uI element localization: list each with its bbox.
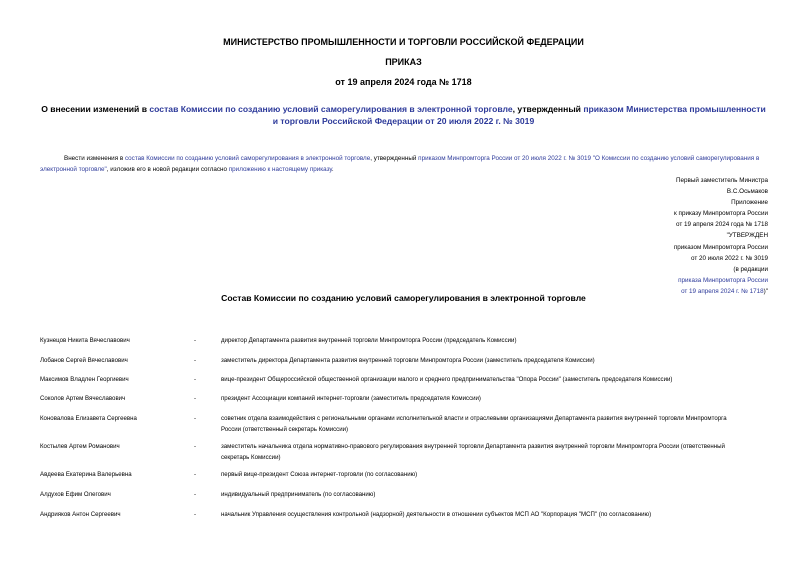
member-dash: - <box>194 376 197 383</box>
member-role: индивидуальный предприниматель (по согласованию) <box>221 491 376 498</box>
title-text-1: О внесении изменений в <box>41 104 150 114</box>
member-dash: - <box>194 395 197 402</box>
appendix-close: )" <box>763 287 768 295</box>
doc-date-number: от 19 апреля 2024 года № 1718 <box>335 77 472 87</box>
member-name: Алдухов Ефим Олегович <box>40 491 111 498</box>
document-title <box>40 103 767 127</box>
member-role: начальник Управления осуществления контрольной (надзорной) деятельности в отношении субъектов МСП АО "Корпорация "МСП" (по согласованию) <box>221 511 652 518</box>
para-text-3: , изложив его в новой редакции согласно <box>106 165 229 173</box>
signature-block <box>674 175 768 297</box>
appendix-link-line-1[interactable]: приказа Минпромторга России <box>678 276 768 284</box>
member-role: директор Департамента развития внутренней торговли Минпромторга России (председатель Комиссии) <box>221 337 517 344</box>
member-name: Андрияков Антон Сергеевич <box>40 511 121 518</box>
member-role: президент Ассоциации компаний интернет-торговли (заместитель председателя Комиссии) <box>221 395 481 402</box>
member-name: Соколов Артем Вячеславович <box>40 395 126 402</box>
member-role: заместитель директора Департамента развития внутренней торговли Минпромторга России (заместитель председателя Комиссии) <box>221 357 595 364</box>
member-name: Коновалова Елизавета Сергеевна <box>40 415 137 422</box>
member-name: Костылев Артем Романович <box>40 443 120 450</box>
para-link-order[interactable]: приказом Минпромторга России от 20 июля 2022 г. № 3019 "О Комиссии по созданию условий саморегулирования в электронной торговле" <box>40 155 760 173</box>
signature-name: В.С.Осьмаков <box>726 188 768 196</box>
title-link-commission[interactable]: состав Комиссии по созданию условий саморегулирования в электронной торговле <box>149 104 513 114</box>
para-link-composition[interactable]: состав Комиссии по созданию условий саморегулирования в электронной торговле <box>124 155 371 162</box>
member-dash: - <box>194 443 197 450</box>
member-dash: - <box>194 471 197 478</box>
signature-position: Первый заместитель Министра <box>675 177 768 184</box>
member-dash: - <box>194 511 197 518</box>
order-paragraph <box>40 154 770 175</box>
member-name: Лобанов Сергей Вячеславович <box>40 357 128 364</box>
member-role: советник отдела взаимодействия с региональными органами исполнительной власти и отраслевыми организациями Департамента развития внутренней торговли Минпромторга России (ответственный секретарь Комиссии) <box>221 415 727 433</box>
member-name: Кузнецов Никита Вячеславович <box>40 337 130 344</box>
title-text-2: , утвержденный <box>512 104 584 114</box>
composition-title: Состав Комиссии по созданию условий саморегулирования в электронной торговле <box>221 293 586 303</box>
appendix-line-2: от 19 апреля 2024 года № 1718 <box>675 221 768 229</box>
title-link-order[interactable]: приказом Министерства промышленности и торговли Российской Федерации от 20 июля 2022 г. № 3019 <box>272 104 766 126</box>
appendix-line-1: к приказу Минпромторга России <box>674 210 768 218</box>
member-dash: - <box>194 337 197 344</box>
para-text-2: , утвержденный <box>370 155 419 162</box>
appendix-link-line-2[interactable]: от 19 апреля 2024 г. № 1718 <box>681 287 764 295</box>
member-name: Авдеева Екатерина Валерьевна <box>40 471 132 478</box>
approved-label: "УТВЕРЖДЕН <box>726 232 768 240</box>
member-dash: - <box>194 415 197 422</box>
member-dash: - <box>194 357 197 364</box>
member-role: вице-президент Общероссийской общественной организации малого и среднего предпринимательства "Опора России" (заместитель председателя Комиссии) <box>221 376 673 383</box>
ministry-heading: МИНИСТЕРСТВО ПРОМЫШЛЕННОСТИ И ТОРГОВЛИ РОССИЙСКОЙ ФЕДЕРАЦИИ <box>223 37 584 47</box>
para-text-1: Внести изменения в <box>64 155 125 162</box>
appendix-line-5: (в редакции <box>733 265 768 273</box>
member-role: заместитель начальника отдела нормативно-правового регулирования внутренней торговли Департамента развития внутренней торговли Минпромторга России (ответственный секретарь Комиссии) <box>221 443 725 461</box>
doc-type-heading: ПРИКАЗ <box>385 57 422 67</box>
appendix-line-4: от 20 июля 2022 г. № 3019 <box>691 254 768 262</box>
member-dash: - <box>194 491 197 498</box>
para-text-4: . <box>331 165 334 173</box>
appendix-label: Приложение <box>731 199 768 207</box>
member-name: Максимов Владлен Георгиевич <box>40 376 129 383</box>
para-link-appendix[interactable]: приложению к настоящему приказу <box>228 165 332 173</box>
appendix-line-3: приказом Минпромторга России <box>673 243 768 251</box>
member-role: первый вице-президент Союза интернет-торговли (по согласованию) <box>221 471 418 478</box>
